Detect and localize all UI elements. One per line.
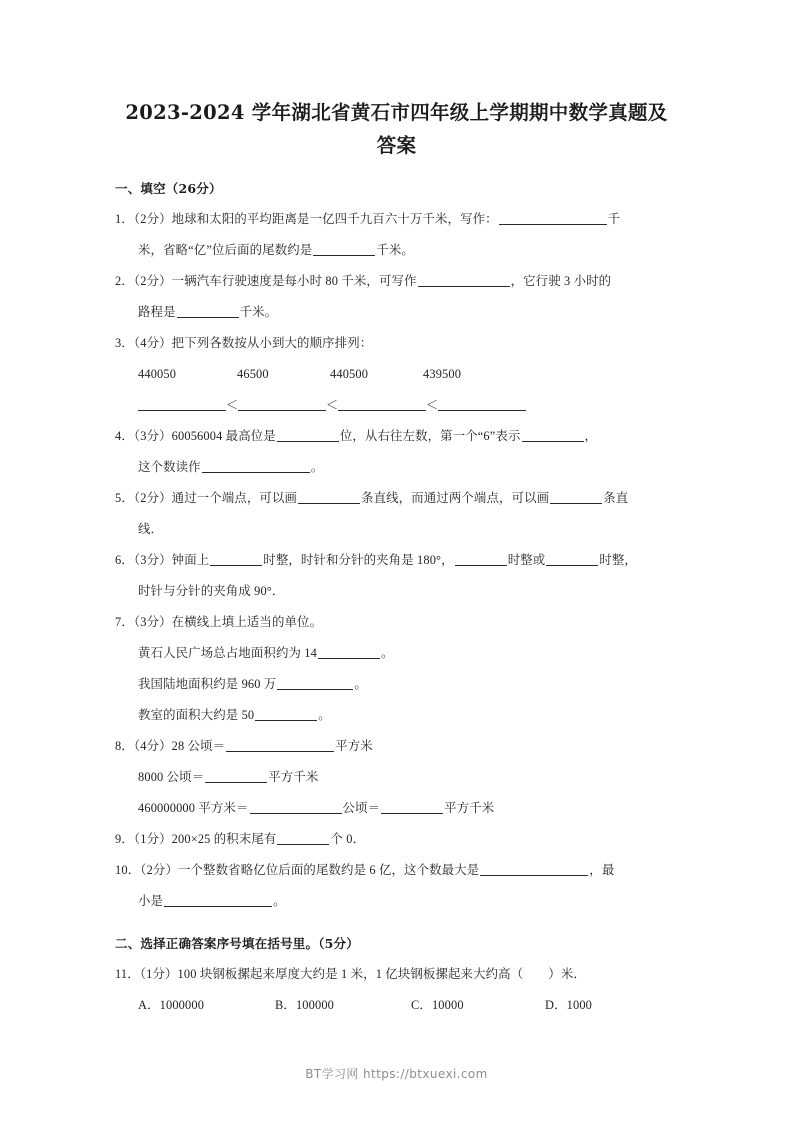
- question-7-line-3: [115, 669, 678, 700]
- question-5-text-3: 条直: [603, 491, 629, 505]
- question-6-line-2: 时针与分针的夹角成 90°．: [138, 584, 285, 598]
- question-7-text-4: 我国陆地面积约是 960 万: [138, 677, 277, 691]
- question-6-line-1: [115, 545, 678, 576]
- number-value: 439500: [423, 367, 462, 381]
- question-4-line-2: [115, 452, 678, 483]
- question-8-text-5: 460000000 平方米＝: [138, 801, 249, 815]
- question-5-text-2: 条直线，而通过两个端点，可以画: [361, 491, 550, 505]
- answer-blank[interactable]: [318, 645, 380, 659]
- option-d[interactable]: D．1000: [545, 998, 593, 1012]
- question-7-line-4: [115, 700, 678, 731]
- question-3-line-1: 3．（4分）把下列各数按从小到大的顺序排列：: [115, 336, 373, 350]
- question-8-line-3: [115, 793, 678, 824]
- question-10-text-1: 10．（2分）一个整数省略亿位后面的尾数约是 6 亿，这个数最大是: [115, 863, 480, 877]
- answer-blank[interactable]: [164, 893, 272, 907]
- question-2-line-1: [115, 266, 678, 297]
- option-a[interactable]: A．1000000: [138, 998, 205, 1012]
- question-1-text-1: 1．（2分）地球和太阳的平均距离是一亿四千九百六十万千米，写作：: [115, 212, 498, 226]
- comparison-operator: ＜: [326, 398, 339, 412]
- question-6-text-4: 时整，: [599, 553, 637, 567]
- question-8-text-2: 平方米: [335, 739, 373, 753]
- question-10-line-1: [115, 855, 678, 886]
- question-1-line-2: [115, 235, 678, 266]
- answer-blank[interactable]: [418, 273, 510, 287]
- question-4-text-1: 4．（3分）60056004 最高位是: [115, 429, 276, 443]
- question-1: [115, 204, 678, 266]
- answer-blank[interactable]: [277, 676, 353, 690]
- answer-blank[interactable]: [226, 738, 334, 752]
- question-8-line-1: [115, 731, 678, 762]
- question-2-text-1: 2．（2分）一辆汽车行驶速度是每小时 80 千米，可写作: [115, 274, 417, 288]
- question-9-text-1: 9．（1分）200×25 的积末尾有: [115, 832, 277, 846]
- answer-blank[interactable]: [313, 242, 375, 256]
- question-1-line-1: [115, 204, 678, 235]
- question-7: [115, 607, 678, 731]
- question-5-text-1: 5．（2分）通过一个端点，可以画: [115, 491, 298, 505]
- question-8-text-4: 平方千米: [268, 770, 319, 784]
- answer-blank[interactable]: [205, 769, 267, 783]
- answer-blank[interactable]: [338, 397, 426, 411]
- answer-blank[interactable]: [455, 552, 507, 566]
- answer-blank[interactable]: [499, 211, 607, 225]
- question-11-line-1: 11．（1分）100 块钢板摞起来厚度大约是 1 米，1 亿块钢板摞起来大约高（ ）米．: [115, 967, 586, 981]
- answer-blank[interactable]: [202, 459, 310, 473]
- section-heading-multiple-choice: 二、选择正确答案序号填在括号里。（5分）: [115, 936, 359, 951]
- question-7-text-7: 。: [318, 708, 331, 722]
- answer-blank[interactable]: [546, 552, 598, 566]
- section-heading-fill-in-blank: 一、填空（26分）: [115, 181, 222, 196]
- question-4-line-1: [115, 421, 678, 452]
- comparison-operator: ＜: [226, 398, 239, 412]
- question-6-text-1: 6．（3分）钟面上: [115, 553, 210, 567]
- question-6: [115, 545, 678, 607]
- answer-blank[interactable]: [522, 428, 584, 442]
- answer-blank[interactable]: [480, 862, 588, 876]
- question-7-text-5: 。: [354, 677, 367, 691]
- question-8-text-1: 8．（4分）28 公顷＝: [115, 739, 226, 753]
- answer-blank[interactable]: [250, 800, 342, 814]
- page-footer: BT学习网 https://btxuexi.com: [305, 1067, 488, 1081]
- question-10-line-2: [115, 886, 678, 917]
- question-5: [115, 483, 678, 545]
- question-6-text-2: 时整，时针和分针的夹角是 180°，: [263, 553, 454, 567]
- question-4-text-2: 位，从右往左数，第一个“6”表示: [339, 429, 521, 443]
- question-2-text-4: 千米。: [239, 305, 278, 319]
- question-5-line-1: [115, 483, 678, 514]
- question-9-line-1: [115, 824, 678, 855]
- page-title: 2023-2024 学年湖北省黄石市四年级上学期期中数学真题及答案: [125, 101, 668, 157]
- number-value: 440050: [138, 367, 177, 381]
- question-7-line-1: 7．（3分）在横线上填上适当的单位。: [115, 615, 323, 629]
- question-10-text-4: 。: [273, 894, 286, 908]
- question-11-options: [115, 990, 678, 1021]
- question-1-text-3: 米，省略“亿”位后面的尾数约是: [138, 243, 313, 257]
- question-2-line-2: [115, 297, 678, 328]
- comparison-operator: ＜: [426, 398, 439, 412]
- question-4-text-5: 。: [310, 460, 324, 474]
- document-body: [115, 96, 678, 1021]
- answer-blank[interactable]: [277, 428, 339, 442]
- question-4: [115, 421, 678, 483]
- question-2-text-3: 路程是: [138, 305, 176, 319]
- question-3: [115, 328, 678, 421]
- answer-blank[interactable]: [438, 397, 526, 411]
- question-7-line-2: [115, 638, 678, 669]
- question-10-text-2: ，最: [589, 863, 615, 877]
- question-6-text-3: 时整或: [507, 553, 546, 567]
- question-8-text-7: 平方千米: [444, 801, 495, 815]
- question-8: [115, 731, 678, 824]
- question-9-text-2: 个 0．: [330, 832, 366, 846]
- question-4-text-4: 这个数读作: [138, 460, 201, 474]
- answer-blank[interactable]: [298, 490, 360, 504]
- answer-blank[interactable]: [138, 397, 226, 411]
- option-b[interactable]: B．100000: [275, 998, 335, 1012]
- question-9: [115, 824, 678, 855]
- question-5-line-2: 线．: [138, 522, 164, 536]
- question-8-line-2: [115, 762, 678, 793]
- question-3-ordering-row: [115, 390, 678, 421]
- answer-blank[interactable]: [238, 397, 326, 411]
- answer-blank[interactable]: [255, 707, 317, 721]
- question-2: [115, 266, 678, 328]
- answer-blank[interactable]: [210, 552, 262, 566]
- option-c[interactable]: C．10000: [411, 998, 464, 1012]
- question-7-text-2: 黄石人民广场总占地面积约为 14: [138, 646, 317, 660]
- answer-blank[interactable]: [177, 304, 239, 318]
- question-7-text-6: 教室的面积大约是 50: [138, 708, 255, 722]
- question-1-text-2: 千: [607, 212, 621, 226]
- question-1-text-4: 千米。: [376, 243, 414, 257]
- answer-blank[interactable]: [277, 831, 329, 845]
- question-3-number-list: [115, 359, 678, 390]
- question-11: [115, 959, 678, 1021]
- number-value: 46500: [237, 367, 269, 381]
- number-value: 440500: [330, 367, 369, 381]
- answer-blank[interactable]: [381, 800, 443, 814]
- answer-blank[interactable]: [550, 490, 602, 504]
- question-10-text-3: 小是: [138, 894, 164, 908]
- question-10: [115, 855, 678, 917]
- question-8-text-6: 公顷＝: [342, 801, 381, 815]
- question-8-text-3: 8000 公顷＝: [138, 770, 205, 784]
- question-7-text-3: 。: [380, 646, 394, 660]
- question-2-text-2: ，它行驶 3 小时的: [510, 274, 612, 288]
- question-4-text-3: ，: [584, 429, 598, 443]
